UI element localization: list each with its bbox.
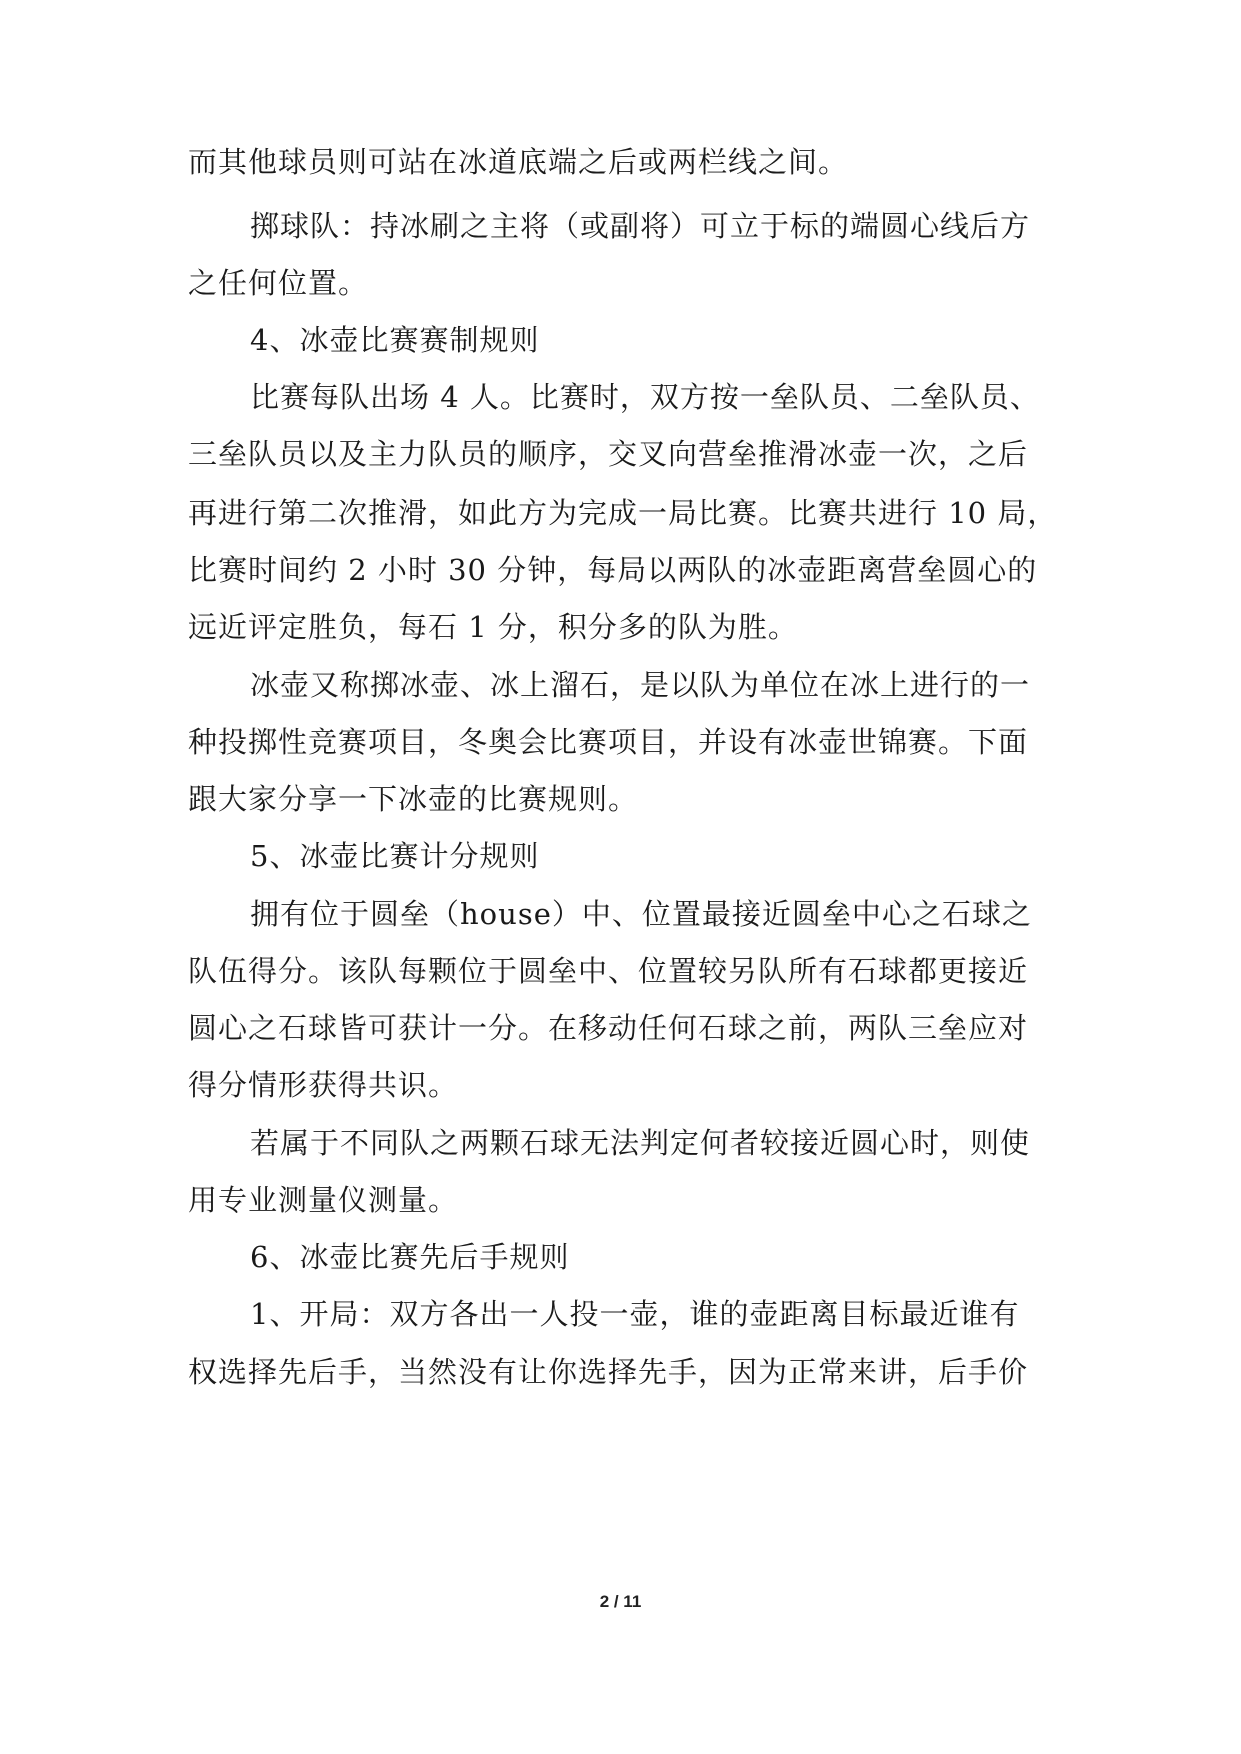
section-heading: 4、冰壶比赛赛制规则 [250,323,540,357]
text-line: 队伍得分。该队每颗位于圆垒中、位置较另队所有石球都更接近 [188,954,1029,988]
text-line: 冰壶又称掷冰壶、冰上溜石，是以队为单位在冰上进行的一 [250,668,1031,702]
text-line: 三垒队员以及主力队员的顺序，交叉向营垒推滑冰壶一次，之后 [188,437,1029,471]
section-heading: 6、冰壶比赛先后手规则 [250,1240,570,1274]
text-line: 得分情形获得共识。 [188,1068,459,1102]
text-line: 再进行第二次推滑，如此方为完成一局比赛。比赛共进行 10 局， [188,496,1058,530]
text-line: 种投掷性竞赛项目，冬奥会比赛项目，并设有冰壶世锦赛。下面 [188,725,1029,759]
text-line: 远近评定胜负，每石 1 分，积分多的队为胜。 [188,610,798,644]
page-number: 2 / 11 [599,1592,642,1611]
text-line: 比赛每队出场 4 人。比赛时，双方按一垒队员、二垒队员、 [250,380,1040,414]
text-line: 拥有位于圆垒（house）中、位置最接近圆垒中心之石球之 [250,897,1032,931]
text-line: 1、开局：双方各出一人投一壶，谁的壶距离目标最近谁有 [250,1297,1020,1331]
text-line: 若属于不同队之两颗石球无法判定何者较接近圆心时，则使 [250,1126,1031,1160]
text-line: 而其他球员则可站在冰道底端之后或两栏线之间。 [188,145,849,179]
text-line: 跟大家分享一下冰壶的比赛规则。 [188,782,639,816]
text-line: 之任何位置。 [188,266,369,300]
section-heading: 5、冰壶比赛计分规则 [250,839,540,873]
text-line: 掷球队：持冰刷之主将（或副将）可立于标的端圆心线后方 [250,209,1031,243]
text-line: 用专业测量仪测量。 [188,1183,459,1217]
text-line: 圆心之石球皆可获计一分。在移动任何石球之前，两队三垒应对 [188,1011,1029,1045]
text-line: 比赛时间约 2 小时 30 分钟，每局以两队的冰壶距离营垒圆心的 [188,553,1038,587]
text-line: 权选择先后手，当然没有让你选择先手，因为正常来讲，后手价 [188,1355,1029,1389]
